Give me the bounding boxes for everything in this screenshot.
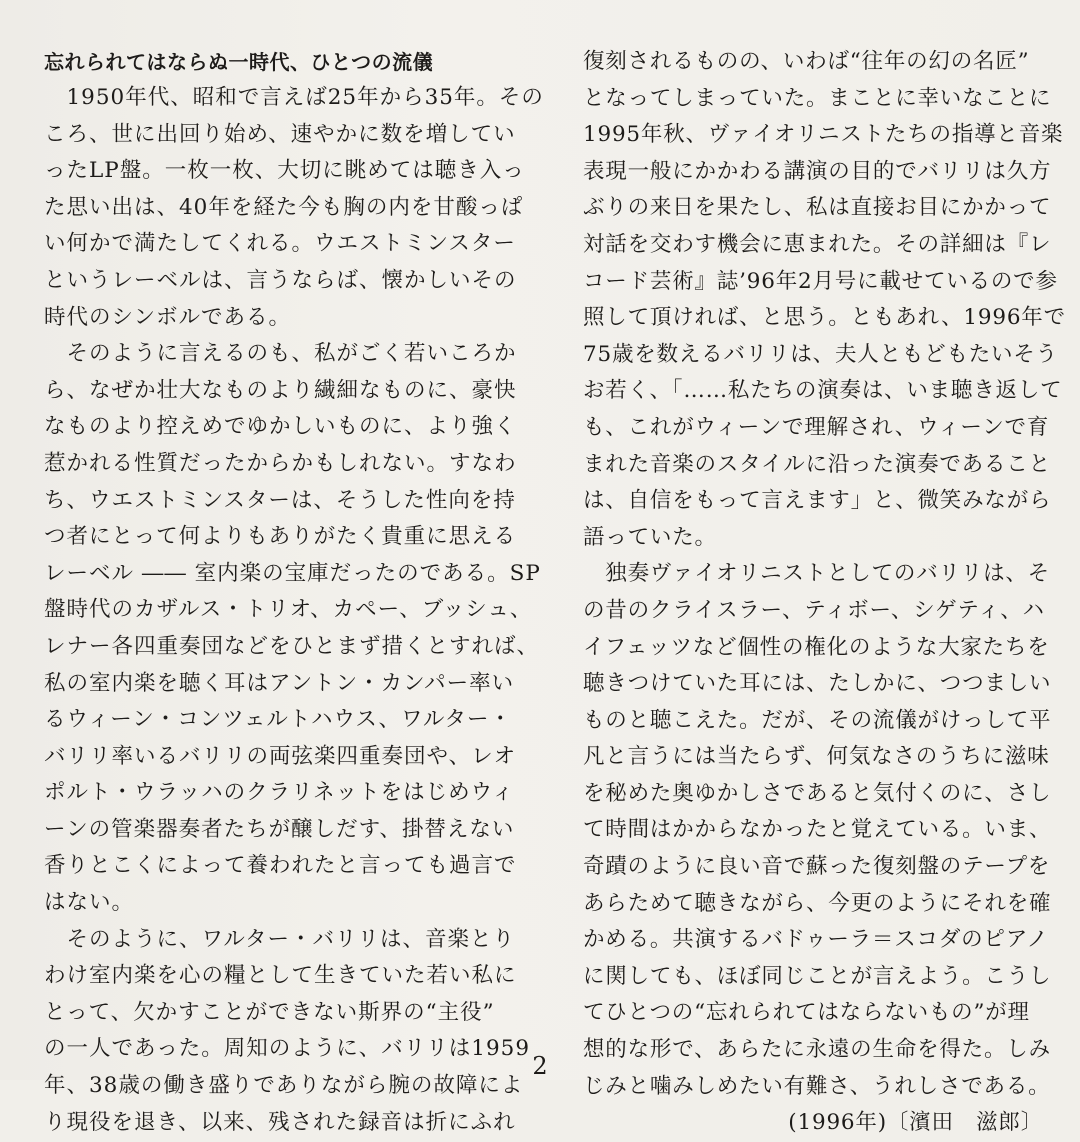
text-line: つ者にとって何よりもありがたく貴重に思える [44, 524, 517, 550]
text-line: ち、ウエストミンスターは、そうした性向を持 [44, 487, 516, 513]
text-line: イフェッツなど個性の権化のような大家たちを [583, 634, 1050, 660]
text-line: はない。 [44, 890, 135, 916]
page-number: 2 [532, 1052, 548, 1080]
text-line: てひとつの“忘れられてはならないもの”が理 [583, 1000, 1030, 1026]
text-line: ころ、世に出回り始め、速やかに数を増してい [44, 121, 516, 147]
text-line: 盤時代のカザルス・トリオ、カペー、ブッシュ、 [44, 597, 533, 623]
text-line: の一人であった。周知のように、バリリは1959 [44, 1036, 531, 1062]
text-line: ものと聴こえた。だが、その流儀がけっして平 [583, 707, 1052, 733]
text-line: り現役を退き、以来、残された録音は折にふれ [44, 1109, 516, 1135]
text-line: じみと噛みしめたい有難さ、うれしさである。 [583, 1073, 1051, 1099]
text-line: 私の室内楽を聴く耳はアントン・カンパー率い [44, 670, 515, 696]
text-line: は、自信をもって言えます」と、微笑みながら [583, 488, 1052, 514]
text-line: 想的な形で、あらたに永遠の生命を得た。しみ [583, 1037, 1051, 1063]
left-column [44, 44, 544, 1141]
text-line: 年、38歳の働き盛りでありながら腕の故障によ [44, 1073, 524, 1099]
text-line: とって、欠かすことができない斯界の“主役” [44, 999, 495, 1025]
text-line: るウィーン・コンツェルトハウス、ワルター・ [44, 707, 512, 733]
text-line: 対話を交わす機会に恵まれた。その詳細は『レ [583, 231, 1052, 257]
text-line: 奇蹟のように良い音で蘇った復刻盤のテープを [583, 854, 1051, 880]
text-line: 75歳を数えるバリリは、夫人ともどもたいそう [583, 341, 1058, 367]
text-line: というレーベルは、言うならば、懐かしいその [44, 267, 517, 293]
article-heading: 忘れられてはならぬ一時代、ひとつの流儀 [44, 50, 434, 74]
text-line: も、これがウィーンで理解され、ウィーンで育 [583, 414, 1050, 440]
text-line: た思い出は、40年を経た今も胸の内を甘酸っぱ [44, 194, 524, 220]
right-column-text [583, 44, 1066, 1105]
text-line: かめる。共演するバドゥーラ＝スコダのピアノ [583, 927, 1049, 953]
text-line: わけ室内楽を心の糧として生きていた若い私に [44, 963, 517, 989]
text-line: 語っていた。 [583, 524, 717, 550]
text-line: そのように、ワルター・バリリは、音楽とり [44, 926, 515, 952]
text-line: の昔のクライスラー、ティボー、シゲティ、ハ [583, 597, 1045, 623]
text-line: なものより控えめでゆかしいものに、より強く [44, 414, 517, 440]
text-line: 聴きつけていた耳には、たしかに、つつましい [583, 671, 1052, 697]
text-line: ポルト・ウラッハのクラリネットをはじめウィ [44, 780, 515, 806]
text-line: あらためて聴きながら、今更のようにそれを確 [583, 890, 1052, 916]
text-line: 1950年代、昭和で言えば25年から35年。その [44, 85, 544, 110]
text-line: ら、なぜか壮大なものより繊細なものに、豪快 [44, 377, 517, 403]
text-line: お若く、「……私たちの演奏は、いま聴き返して [583, 378, 1063, 404]
text-line: 惹かれる性質だったからかもしれない。すなわ [44, 450, 517, 476]
right-column [583, 44, 1066, 1142]
text-line: 凡と言うには当たらず、何気なさのうちに滋味 [583, 744, 1050, 770]
text-line: コード芸術』誌’96年2月号に載せているので参 [583, 268, 1058, 294]
text-line: レーベル ―― 室内楽の宝庫だったのである。SP [44, 560, 541, 586]
text-line: となってしまっていた。まことに幸いなことに [583, 85, 1052, 111]
text-line: 時代のシンボルである。 [44, 304, 291, 330]
text-line: 照して頂ければ、と思う。ともあれ、1996年で [583, 305, 1066, 331]
left-column-text [44, 80, 544, 1141]
text-line: そのように言えるのも、私がごく若いころか [44, 341, 517, 367]
text-line: バリリ率いるバリリの両弦楽四重奏団や、レオ [44, 743, 517, 769]
text-line: 復刻されるものの、いわば“往年の幻の名匠” [583, 49, 1030, 74]
author-signature: (1996年)〔濱田 滋郎〕 [788, 1110, 1043, 1136]
text-line: 独奏ヴァイオリニストとしてのバリリは、そ [583, 561, 1051, 587]
text-line: レナー各四重奏団などをひとまず措くとすれば、 [44, 633, 540, 659]
text-line: に関しても、ほぼ同じことが言えよう。こうし [583, 963, 1052, 989]
text-line: 1995年秋、ヴァイオリニストたちの指導と音楽 [583, 122, 1064, 148]
text-line: を秘めた奥ゆかしさであると気付くのに、さし [583, 780, 1052, 806]
text-line: て時間はかからなかったと覚えている。いま、 [583, 817, 1052, 843]
text-line: ーンの管楽器奏者たちが醸しだす、掛替えない [44, 816, 515, 842]
text-line: い何かで満たしてくれる。ウエストミンスター [44, 231, 516, 257]
text-line: ったLP盤。一枚一枚、大切に眺めては聴き入っ [44, 158, 525, 184]
text-line: 香りとこくによって養われたと言っても過言で [44, 853, 517, 879]
text-line: 表現一般にかかわる講演の目的でバリリは久方 [583, 158, 1052, 184]
text-line: まれた音楽のスタイルに沿った演奏であること [583, 451, 1051, 477]
text-line: ぶりの来日を果たし、私は直接お目にかかって [583, 195, 1052, 221]
